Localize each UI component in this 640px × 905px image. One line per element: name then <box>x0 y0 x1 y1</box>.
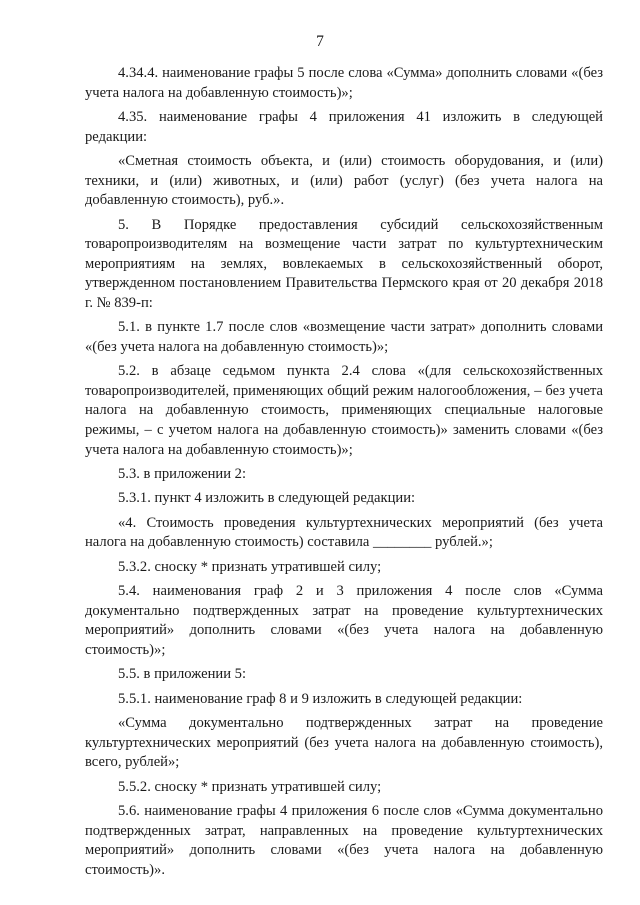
page-number: 7 <box>316 33 324 50</box>
paragraph-quote-summa: «Сумма документально подтвержденных затрат на проведение культуртехнических мероприятий (без учета налога на добавленную стоимость), всего, рублей»; <box>85 715 603 771</box>
paragraph-5-3-1: 5.3.1. пункт 4 изложить в следующей редакции: <box>118 490 416 507</box>
paragraph-5-4: 5.4. наименования граф 2 и 3 приложения 4 после слов «Сумма документально подтвержденных затрат на проведение культуртехнических мероприятий» дополнить словами «(без учета налога на добавленную стоимость)»; <box>85 583 603 658</box>
paragraph-5-3-2: 5.3.2. сноску * признать утратившей силу; <box>118 558 382 575</box>
paragraph-5-5-1: 5.5.1. наименование граф 8 и 9 изложить в следующей редакции: <box>118 690 523 707</box>
paragraph-4-34-4: 4.34.4. наименование графы 5 после слова «Сумма» дополнить словами «(без учета налога на добавленную стоимость)»; <box>85 65 603 101</box>
paragraph-quote-point-4: «4. Стоимость проведения культуртехнических мероприятий (без учета налога на добавленную стоимость) составила ________ рублей.»; <box>85 514 603 551</box>
paragraph-5-5: 5.5. в приложении 5: <box>118 666 247 683</box>
paragraph-5-6: 5.6. наименование графы 4 приложения 6 после слов «Сумма документально подтвержденных затрат, направленных на проведение культуртехнических мероприятий» дополнить словами «(без учета налога на добавленную стоимость)». <box>85 803 603 878</box>
paragraph-4-35: 4.35. наименование графы 4 приложения 41 изложить в следующей редакции: <box>85 108 603 145</box>
paragraph-5: 5. В Порядке предоставления субсидий сельскохозяйственным товаропроизводителям на возмещение части затрат по культуртехническим мероприятиям на землях, вовлекаемых в сельскохозяйственный оборот, утвержденном постановлением Правительства Пермского края от 20 декабря 2018 г. № 839-п: <box>85 216 603 311</box>
document-body <box>85 64 603 881</box>
paragraph-5-3: 5.3. в приложении 2: <box>118 466 247 483</box>
paragraph-quote-smeta: «Сметная стоимость объекта, и (или) стоимость оборудования, и (или) техники, и (или) животных, и (или) работ (услуг) (без учета налога на добавленную стоимость), руб.». <box>85 152 603 209</box>
paragraph-5-5-2: 5.5.2. сноску * признать утратившей силу; <box>118 778 382 795</box>
paragraph-5-2: 5.2. в абзаце седьмом пункта 2.4 слова «(для сельскохозяйственных товаропроизводителей, применяющих общий режим налогообложения, – без учета налога на добавленную стоимость, применяющих специальные налоговые режимы, – с учетом налога на добавленную стоимость)» заменить словами «(без учета налога на добавленную стоимость)»; <box>85 363 603 458</box>
paragraph-5-1: 5.1. в пункте 1.7 после слов «возмещение части затрат» дополнить словами «(без учета налога на добавленную стоимость)»; <box>85 319 603 355</box>
